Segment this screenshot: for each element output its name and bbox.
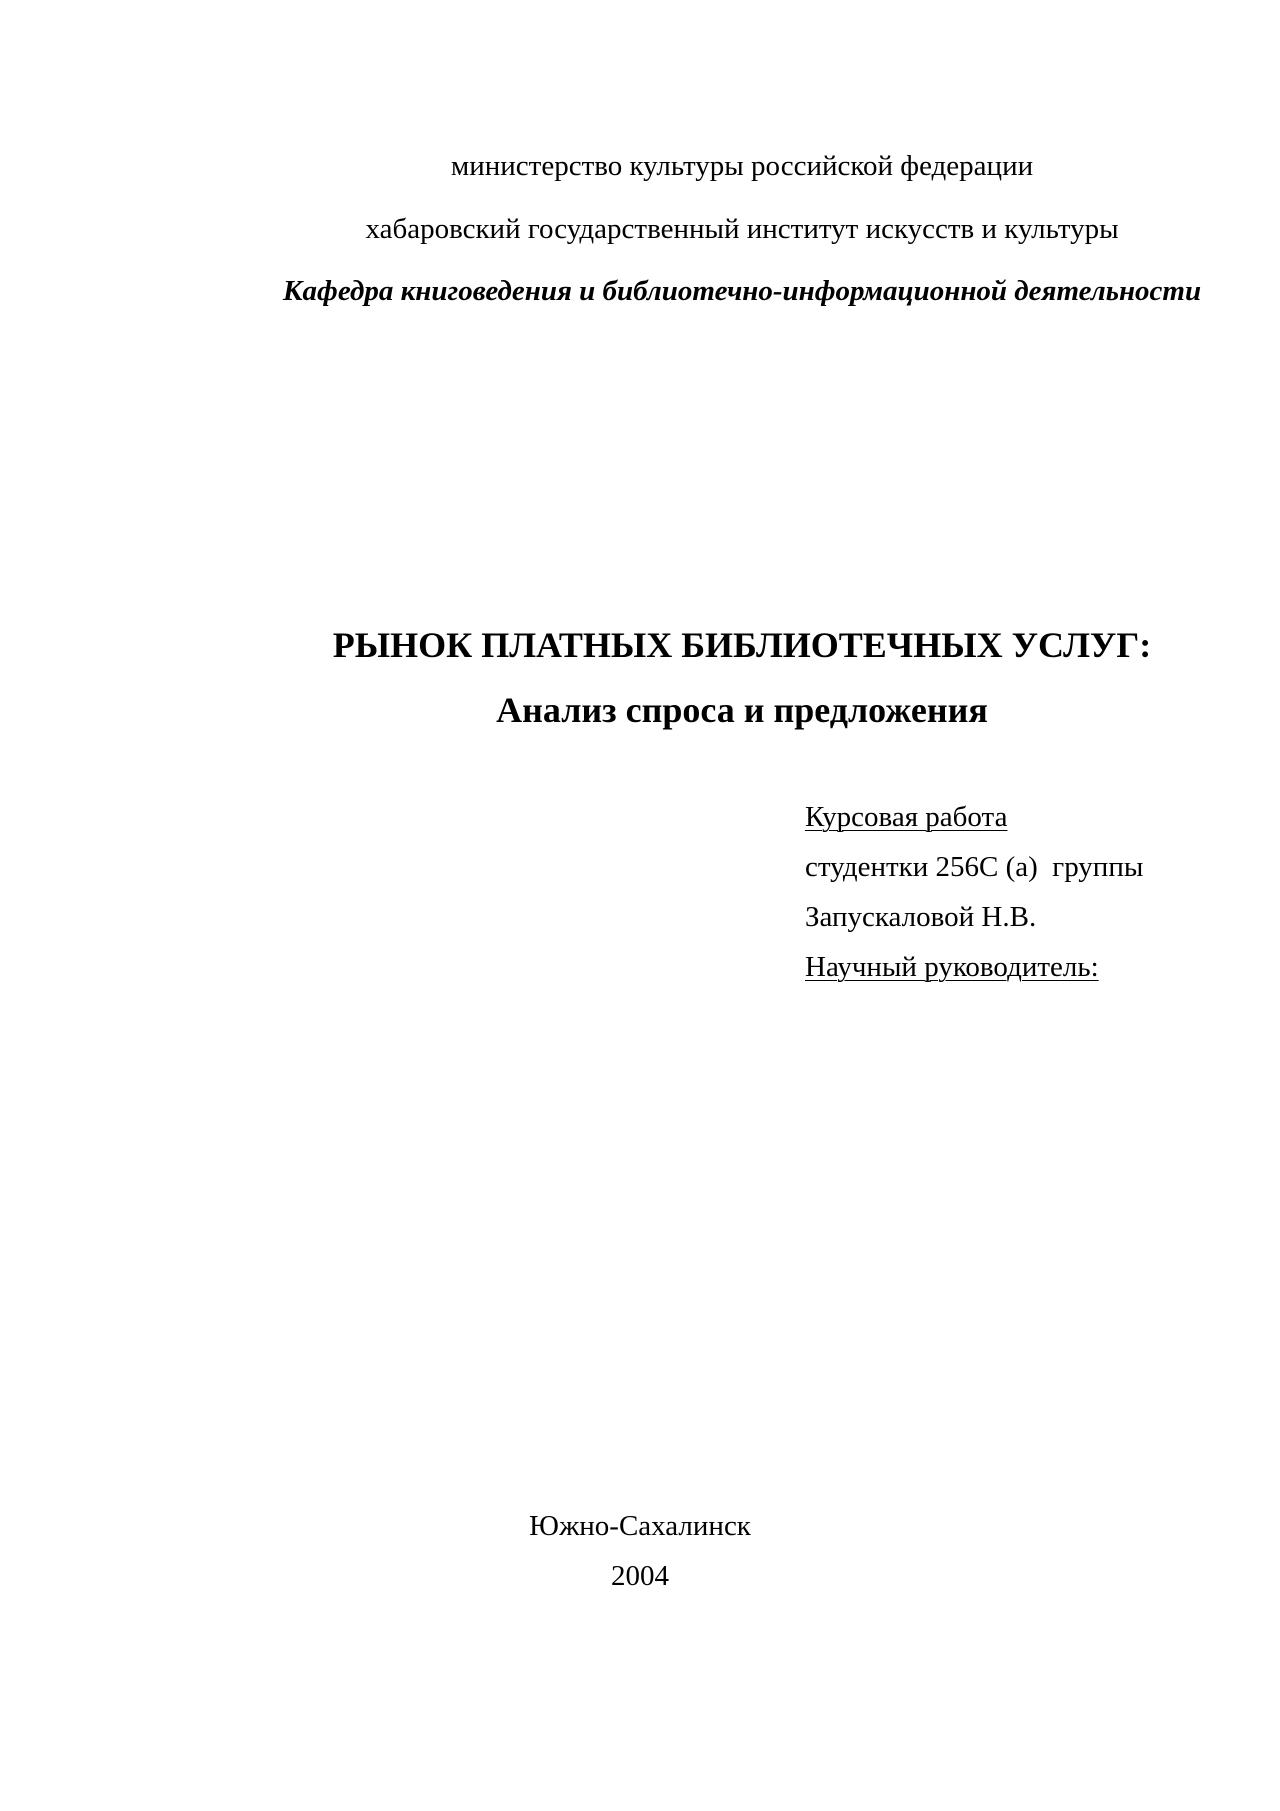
document-subtitle: Анализ спроса и предложения xyxy=(496,690,988,730)
student-name: Запускаловой Н.В. xyxy=(805,901,1037,933)
work-info-block xyxy=(805,803,1143,1003)
year: 2004 xyxy=(611,1560,669,1592)
work-type-label: Курсовая работа xyxy=(805,801,1008,833)
document-title: РЫНОК ПЛАТНЫХ БИБЛИОТЕЧНЫХ УСЛУГ: xyxy=(332,625,1152,665)
city-name: Южно-Сахалинск xyxy=(529,1510,751,1542)
supervisor-label: Научный руководитель: xyxy=(805,951,1099,983)
ministry-name: министерство культуры российской федерации xyxy=(450,150,1034,182)
student-group: студентки 256С (а) группы xyxy=(805,851,1144,883)
department-name: Кафедра книговедения и библиотечно-информационной деятельности xyxy=(282,275,1202,307)
institute-name: хабаровский государственный институт искусств и культуры xyxy=(365,213,1119,245)
